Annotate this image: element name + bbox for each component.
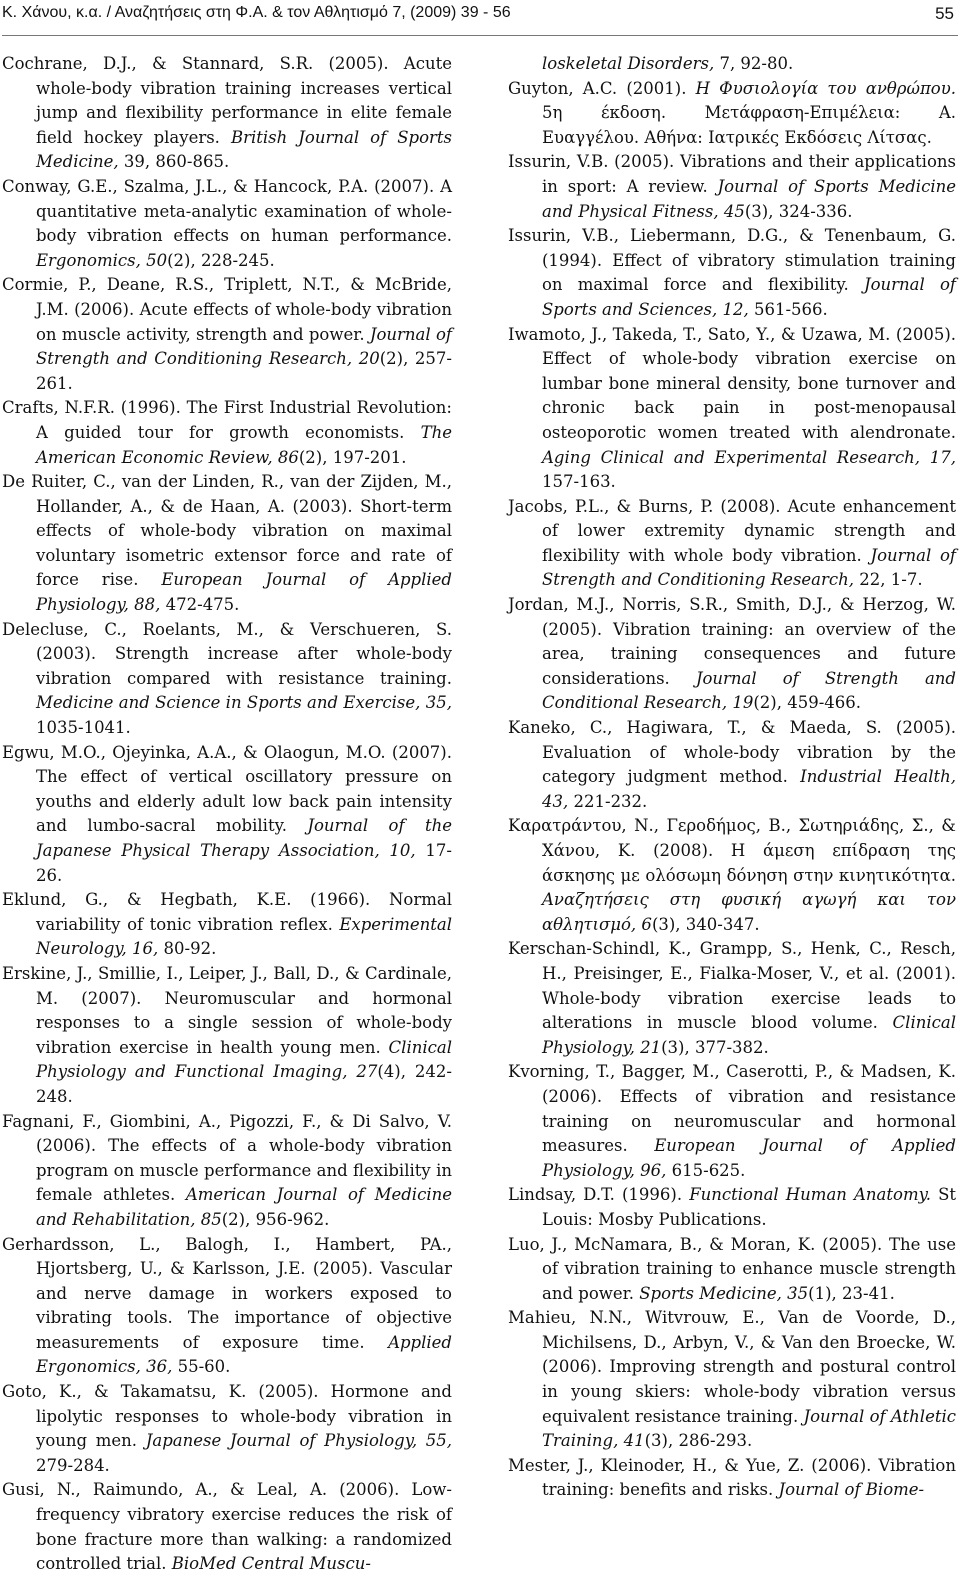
reference-source: Journal of Biome- — [778, 1480, 925, 1500]
reference-source: Journal of Strength and Conditioning Research, 20 — [36, 324, 452, 369]
reference-entry — [2, 273, 452, 396]
reference-entry — [508, 1183, 956, 1232]
reference-text: Eklund, G., & Hegbath, K.E. (1966). Normal variability of tonic vibration reflex. — [2, 890, 452, 934]
reference-entry — [508, 814, 956, 937]
reference-source: Japanese Journal of Physiology, 55, — [145, 1431, 453, 1451]
reference-source: loskeletal Disorders, — [542, 54, 715, 73]
reference-pages: 80-92. — [158, 939, 217, 959]
reference-source: Journal of Strength and Conditioning Research, — [542, 545, 956, 590]
reference-source: Journal of Sports Medicine and Physical Fitness, 45 — [542, 176, 956, 221]
reference-pages: (2), 197-201. — [298, 447, 407, 467]
reference-pages: (2), 228-245. — [167, 250, 275, 270]
reference-text: Luo, J., McNamara, B., & Moran, K. (2005). The use of vibration training to enhance muscle strength and power. — [508, 1234, 956, 1303]
reference-source: Ergonomics, 50 — [36, 250, 168, 270]
reference-text: Delecluse, C., Roelants, M., & Verschueren, S. (2003). Strength increase after whole-body vibration compared with resistance training. — [2, 619, 452, 688]
reference-pages: (3), 324-336. — [744, 201, 853, 221]
reference-entry — [2, 175, 452, 273]
reference-entry — [508, 323, 956, 495]
reference-source: Applied Ergonomics, 36, — [36, 1332, 452, 1377]
reference-source: Journal of Strength and Conditional Research, 19 — [542, 668, 956, 713]
reference-source: American Journal of Medicine and Rehabilitation, 85 — [36, 1185, 452, 1229]
reference-text: Cormie, P., Deane, R.S., Triplett, N.T., & McBride, J.M. (2006). Acute effects of whole-body vibration on muscle activity, strength and power. — [2, 275, 452, 344]
reference-source: Η Φυσιολογία του ανθρώπου. — [695, 78, 957, 98]
reference-entry — [2, 396, 452, 470]
reference-entry — [2, 1110, 452, 1233]
reference-pages: 5η έκδοση. Μετάφραση-Επιμέλεια: Α. Ευαγγέλου. Αθήνα: Ιατρικές Εκδόσεις Λίτσας. — [542, 103, 956, 147]
reference-entry — [508, 52, 956, 77]
reference-text: Kerschan-Schindl, K., Grampp, S., Henk, C., Resch, H., Preisinger, E., Fialka-Moser, V., et al. (2001). Whole-body vibration exercise leads to alterations in muscle blood volume. — [508, 939, 956, 1033]
reference-text: Gerhardsson, L., Balogh, I., Hambert, PA., Hjortsberg, U., & Karlsson, J.E. (2005). Vascular and nerve damage in workers exposed to vibrating tools. The importance of objective measurements of exposure time. — [2, 1234, 452, 1352]
reference-pages: 157-163. — [542, 472, 616, 492]
reference-source: British Journal of Sports Medicine, — [36, 127, 452, 172]
reference-text: Jacobs, P.L., & Burns, P. (2008). Acute enhancement of lower extremity dynamic strength and flexibility with whole body vibration. — [508, 496, 956, 565]
reference-text: Crafts, N.F.R. (1996). The First Industrial Revolution: A guided tour for growth economists. — [2, 398, 452, 442]
reference-entry — [2, 741, 452, 889]
page-number: 55 — [935, 4, 954, 23]
reference-source: Functional Human Anatomy. — [689, 1185, 931, 1205]
reference-entry — [508, 1454, 956, 1503]
references-left-column — [2, 52, 452, 1577]
reference-source: Industrial Health, 43, — [542, 767, 956, 811]
reference-pages: 561-566. — [748, 299, 828, 319]
reference-source: BioMed Central Muscu- — [171, 1554, 371, 1574]
reference-entry — [508, 77, 956, 151]
reference-entry — [508, 1306, 956, 1454]
reference-text: De Ruiter, C., van der Linden, R., van der Zijden, M., Hollander, A., & de Haan, A. (2003). Short-term effects of whole-body vibration on maximal voluntary isometric extensor force and rate of force rise. — [2, 472, 452, 590]
reference-pages: 55-60. — [172, 1357, 231, 1377]
reference-entry — [2, 1233, 452, 1381]
reference-pages: 221-232. — [568, 791, 648, 811]
page-header — [2, 0, 958, 28]
reference-text: Issurin, V.B. (2005). Vibrations and their applications in sport: A review. — [508, 152, 956, 196]
reference-pages: (3), 340-347. — [651, 914, 760, 934]
reference-pages: 39, 860-865. — [118, 152, 230, 172]
reference-source: Medicine and Science in Sports and Exercise, 35, — [36, 693, 452, 713]
reference-source: Clinical Physiology, 21 — [542, 1013, 956, 1057]
reference-text: Issurin, V.B., Liebermann, D.G., & Tenenbaum, G. (1994). Effect of vibratory stimulation training on maximal force and flexibility. — [508, 226, 956, 295]
reference-entry — [2, 1380, 452, 1478]
reference-pages: 22, 1-7. — [854, 570, 923, 590]
reference-pages: (2), 257-261. — [36, 349, 452, 393]
reference-entry — [2, 962, 452, 1110]
reference-entry — [508, 150, 956, 224]
reference-entry — [508, 1233, 956, 1307]
reference-text: Καρατράντου, Ν., Γεροδήμος, Β., Σωτηριάδης, Σ., & Χάνου, Κ. (2008). Η άμεση επίδραση της άσκησης με ολόσωμη δόνηση στην κινητικότητα. — [508, 816, 956, 885]
reference-text: Conway, G.E., Szalma, J.L., & Hancock, P.A. (2007). A quantitative meta-analytic examination of whole-body vibration effects on human performance. — [2, 176, 452, 246]
reference-text: Fagnani, F., Giombini, A., Pigozzi, F., & Di Salvo, V. (2006). The effects of a whole-body vibration program on muscle performance and flexibility in female athletes. — [2, 1111, 452, 1205]
reference-text: Erskine, J., Smillie, I., Leiper, J., Ball, D., & Cardinale, M. (2007). Neuromuscular and hormonal responses to a single session of whole-body vibration exercise in health young men. — [2, 963, 452, 1057]
reference-pages: 1035-1041. — [36, 718, 131, 738]
reference-pages: 17-26. — [36, 841, 452, 885]
reference-pages: (3), 286-293. — [644, 1431, 753, 1451]
reference-pages: 7, 92-80. — [714, 54, 794, 73]
reference-entry — [2, 618, 452, 741]
reference-text: Mahieu, N.N., Witvrouw, E., Van de Voorde, D., Michilsens, D., Arbyn, V., & Van den Broecke, W. (2006). Improving strength and postural control in young skiers: whole-body vibration versus equivalent resistance training. — [508, 1308, 956, 1426]
reference-source: Journal of the Japanese Physical Therapy Association, 10, — [36, 816, 452, 860]
header-rule — [2, 35, 958, 36]
reference-source: Journal of Sports and Sciences, 12, — [542, 275, 957, 319]
reference-source: European Journal of Applied Physiology, 96, — [542, 1136, 956, 1180]
reference-pages: 279-284. — [36, 1455, 110, 1475]
reference-text: Cochrane, D.J., & Stannard, S.R. (2005). Acute whole-body vibration training increases vertical jump and flexibility performance in elite female field hockey players. — [2, 54, 452, 147]
reference-entry — [2, 888, 452, 962]
reference-entry — [508, 716, 956, 814]
reference-text: Mester, J., Kleinoder, H., & Yue, Z. (2006). Vibration training: benefits and risks. — [508, 1455, 956, 1500]
references-right-column — [508, 52, 956, 1503]
reference-source: Experimental Neurology, 16, — [36, 914, 452, 959]
reference-text: Jordan, M.J., Norris, S.R., Smith, D.J., & Herzog, W. (2005). Vibration training: an overview of the area, training consequences and future considerations. — [508, 595, 956, 688]
reference-text: Egwu, M.O., Ojeyinka, A.A., & Olaogun, M.O. (2007). The effect of vertical oscillatory pressure on youths and elderly adult low back pain intensity and lumbo-sacral mobility. — [2, 742, 452, 836]
reference-text: Iwamoto, J., Takeda, T., Sato, Y., & Uzawa, M. (2005). Effect of whole-body vibration exercise on lumbar bone mineral density, bone turnover and chronic back pain in post-menopausal osteoporotic women treated with alendronate. — [508, 324, 956, 442]
reference-pages: (4), 242-248. — [36, 1062, 452, 1106]
reference-entry — [508, 1060, 956, 1183]
reference-pages: (2), 459-466. — [753, 693, 862, 713]
reference-pages: (3), 377-382. — [661, 1037, 769, 1057]
reference-source: European Journal of Applied Physiology, 88, — [36, 570, 452, 615]
reference-text: Goto, K., & Takamatsu, K. (2005). Hormone and lipolytic responses to whole-body vibration in young men. — [2, 1382, 452, 1451]
reference-entry — [508, 937, 956, 1060]
reference-entry — [508, 224, 956, 322]
reference-entry — [2, 52, 452, 175]
reference-source: Αναζητήσεις στη φυσική αγωγή και τον αθλητισμό, 6 — [542, 890, 956, 934]
reference-source: The American Economic Review, 86 — [36, 422, 452, 467]
reference-source: Sports Medicine, 35 — [639, 1283, 809, 1303]
reference-source: Clinical Physiology and Functional Imaging, 27 — [36, 1037, 452, 1082]
reference-text: Lindsay, D.T. (1996). — [508, 1185, 690, 1205]
reference-text: Guyton, A.C. (2001). — [508, 78, 696, 98]
reference-text: Kvorning, T., Bagger, M., Caserotti, P., & Madsen, K. (2006). Effects of vibration and resistance training on neuromuscular and hormonal measures. — [508, 1062, 956, 1156]
running-title: Κ. Χάνου, κ.α. / Αναζητήσεις στη Φ.Α. & τον Αθλητισμό 7, (2009) 39 - 56 — [2, 4, 511, 21]
reference-entry — [508, 593, 956, 716]
reference-pages: 615-625. — [666, 1160, 746, 1180]
reference-pages: 472-475. — [160, 595, 240, 615]
reference-pages: (1), 23-41. — [808, 1283, 895, 1303]
reference-text: Gusi, N., Raimundo, A., & Leal, A. (2006). Low-frequency vibratory exercise reduces the risk of bone fracture more than walking: a randomized controlled trial. — [2, 1480, 452, 1574]
reference-pages: St Louis: Mosby Publications. — [542, 1185, 957, 1229]
reference-entry — [2, 470, 452, 618]
reference-text: Kaneko, C., Hagiwara, T., & Maeda, S. (2005). Evaluation of whole-body vibration by the category judgment method. — [508, 718, 956, 787]
reference-entry — [508, 495, 956, 593]
reference-source: Aging Clinical and Experimental Research, 17, — [542, 447, 956, 467]
reference-pages: (2), 956-962. — [221, 1209, 330, 1229]
reference-source: Journal of Athletic Training, 41 — [542, 1406, 956, 1451]
reference-entry — [2, 1478, 452, 1576]
